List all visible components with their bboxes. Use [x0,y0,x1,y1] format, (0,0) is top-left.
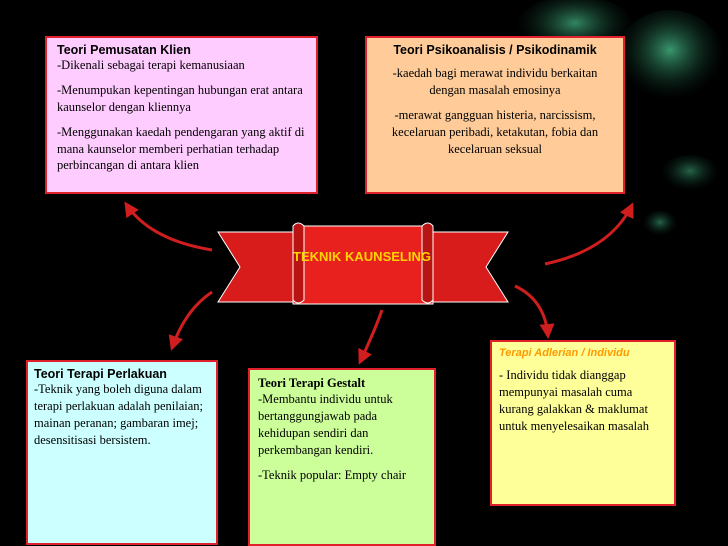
box-teori-terapi-gestalt [248,368,436,546]
box-title: Teori Terapi Perlakuan [34,367,167,381]
arrow-to-psikoanalisis [545,205,632,264]
arrow-to-perlakuan [172,292,212,348]
center-title: TEKNIK KAUNSELING [293,249,431,264]
box-terapi-adlerian [490,340,676,506]
box-title: Teori Terapi Gestalt [258,376,366,390]
box-title: Teori Pemusatan Klien [57,43,191,57]
arrow-to-adlerian [515,286,548,336]
box-title: Terapi Adlerian / Individu [499,347,630,359]
box-text: -merawat gangguan histeria, narcissism, kecelaruan peribadi, ketakutan, fobia dan kecelaruan seksual [391,107,599,156]
box-teori-pemusatan-klien [45,36,318,194]
arrow-to-pemusatan [126,204,212,250]
box-text: -Dikenali sebagai terapi kemanusiaan [57,58,245,72]
box-teori-psikoanalisis [365,36,625,194]
arrow-to-gestalt [360,310,382,362]
box-text: -kaedah bagi merawat individu berkaitan dengan masalah emosinya [392,66,598,97]
box-text: -Teknik popular: Empty chair [258,467,407,482]
box-text: - Individu tidak dianggap mempunyai masalah cuma kurang galakkan & maklumat untuk menyelesaikan masalah [499,368,649,433]
box-text: -Menumpukan kepentingan hubungan erat antara kaunselor dengan kliennya [57,82,303,114]
box-text: -Teknik yang boleh diguna dalam terapi perlakuan adalah penilaian; mainan peranan; gambaran imej; desensitisasi bersistem. [34,382,204,447]
box-text: -Membantu individu untuk bertanggungjawab pada kehidupan sendiri dan perkembangan kendiri. [258,392,393,457]
box-title: Teori Psikoanalisis / Psikodinamik [393,43,597,57]
box-teori-terapi-perlakuan [26,360,218,545]
box-text: -Menggunakan kaedah pendengaran yang aktif di mana kaunselor memberi perhatian terhadap perbincangan di antara klien [57,124,305,173]
